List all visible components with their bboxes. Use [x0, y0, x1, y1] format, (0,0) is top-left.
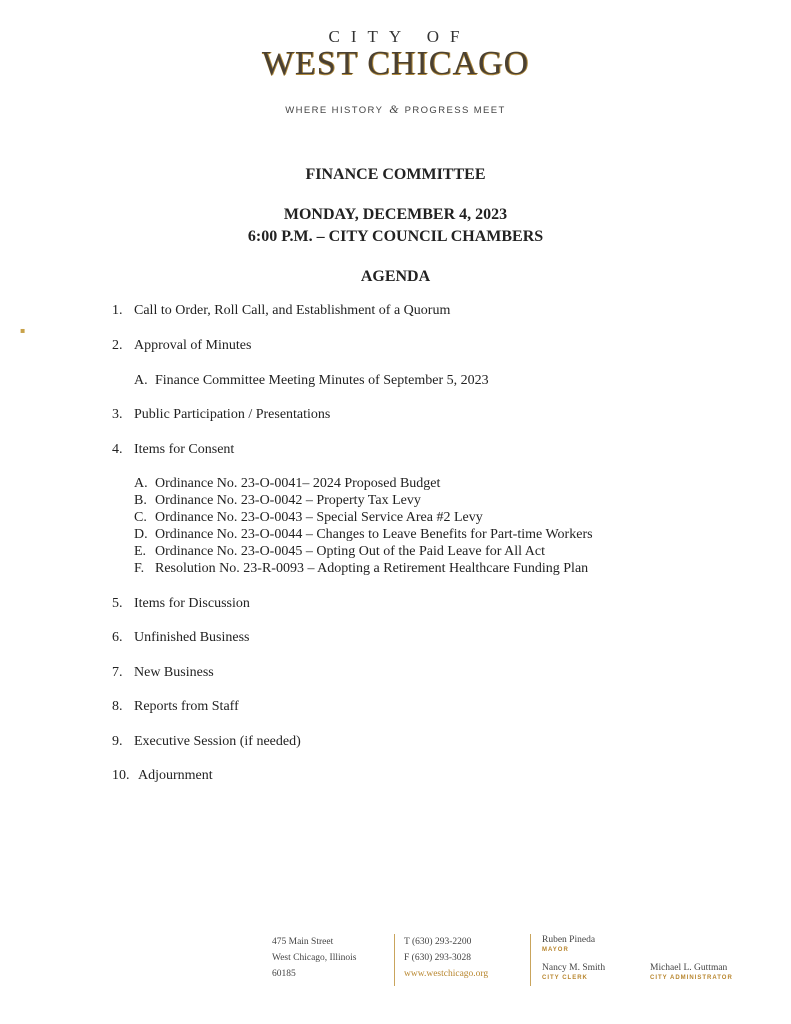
agenda-item-text: Items for Discussion — [134, 596, 250, 611]
agenda-item — [112, 698, 239, 715]
agenda-subitem — [134, 475, 440, 492]
agenda-subitem-letter: C. — [134, 510, 147, 525]
agenda-subitem-text: Ordinance No. 23-O-0042 – Property Tax Levy — [155, 493, 421, 508]
footer-officials — [542, 934, 605, 982]
agenda-item-number: 10. — [112, 768, 130, 783]
agenda-subitem — [134, 509, 483, 526]
agenda-subitem-text: Resolution No. 23-R-0093 – Adopting a Retirement Healthcare Funding Plan — [155, 561, 589, 576]
footer-administrator — [650, 962, 733, 982]
agenda-item-number: 6. — [112, 630, 123, 645]
agenda-item — [112, 441, 234, 458]
address-line: 475 Main Street — [272, 937, 334, 947]
agenda-subitem — [134, 492, 421, 509]
agenda-subitem-letter: D. — [134, 527, 148, 542]
agenda-item-number: 7. — [112, 665, 123, 680]
agenda-subitem — [134, 372, 489, 389]
tagline-left: WHERE HISTORY — [285, 105, 384, 116]
agenda-subitem-letter: A. — [134, 476, 148, 491]
agenda-item-text: Call to Order, Roll Call, and Establishment of a Quorum — [134, 303, 451, 318]
agenda-subitem-text: Finance Committee Meeting Minutes of September 5, 2023 — [155, 373, 489, 388]
agenda-subitem-text: Ordinance No. 23-O-0041– 2024 Proposed Budget — [155, 476, 441, 491]
meeting-date: MONDAY, DECEMBER 4, 2023 — [283, 206, 508, 223]
letterhead — [0, 28, 791, 117]
phone-number: T (630) 293-2200 — [404, 937, 472, 947]
agenda-item-number: 3. — [112, 407, 123, 422]
logo-city-of: CITY OF — [328, 27, 471, 46]
agenda-subitem-letter: B. — [134, 493, 147, 508]
tagline-ampersand: & — [389, 102, 399, 116]
agenda-item — [112, 337, 251, 354]
agenda-subitem — [134, 560, 588, 577]
agenda-subitem-text: Ordinance No. 23-O-0044 – Changes to Leave Benefits for Part-time Workers — [155, 527, 593, 542]
address-line: West Chicago, Illinois — [272, 953, 357, 963]
agenda-item — [112, 302, 450, 319]
agenda-item-text: New Business — [134, 665, 214, 680]
committee-title: FINANCE COMMITTEE — [305, 166, 486, 183]
agenda-item — [112, 406, 330, 423]
meeting-time-place: 6:00 P.M. – CITY COUNCIL CHAMBERS — [247, 228, 544, 245]
website-link[interactable]: www.westchicago.org — [404, 969, 489, 979]
agenda-item-text: Unfinished Business — [134, 630, 250, 645]
agenda-title: AGENDA — [360, 268, 431, 285]
footer-address — [272, 934, 356, 982]
agenda-item-number: 8. — [112, 699, 123, 714]
clerk-name: Nancy M. Smith — [542, 963, 606, 973]
mayor-role: MAYOR — [542, 947, 569, 953]
agenda-item-number: 2. — [112, 338, 123, 353]
logo-city-name: WEST CHICAGO — [261, 45, 530, 82]
agenda-item — [112, 767, 213, 784]
agenda-subitem-text: Ordinance No. 23-O-0043 – Special Service Area #2 Levy — [155, 510, 483, 525]
agenda-item-text: Approval of Minutes — [134, 338, 252, 353]
footer-divider — [394, 934, 395, 986]
agenda-item-text: Public Participation / Presentations — [134, 407, 331, 422]
fax-number: F (630) 293-3028 — [404, 953, 472, 963]
agenda-item-number: 1. — [112, 303, 123, 318]
agenda-subitem-letter: A. — [134, 373, 148, 388]
agenda-subitem-letter: E. — [134, 544, 147, 559]
agenda-item-number: 5. — [112, 596, 123, 611]
agenda-item-number: 9. — [112, 734, 123, 749]
agenda-item — [112, 664, 214, 681]
agenda-subitem — [134, 526, 593, 543]
clerk-role: CITY CLERK — [542, 975, 588, 981]
agenda-item-text: Reports from Staff — [134, 699, 239, 714]
tagline — [0, 102, 791, 117]
agenda-subitem-text: Ordinance No. 23-O-0045 – Opting Out of the Paid Leave for All Act — [155, 544, 545, 559]
agenda-subitem-letter: F. — [134, 561, 145, 576]
footer-contact — [404, 934, 488, 982]
agenda-item-text: Adjournment — [138, 768, 213, 783]
agenda-subitem — [134, 543, 545, 560]
agenda-item — [112, 595, 250, 612]
agenda-item — [112, 629, 250, 646]
footer-divider — [530, 934, 531, 986]
address-line: 60185 — [272, 969, 296, 979]
agenda-item-text: Executive Session (if needed) — [134, 734, 301, 749]
mayor-name: Ruben Pineda — [542, 935, 596, 945]
agenda-item-number: 4. — [112, 442, 123, 457]
agenda-item-text: Items for Consent — [134, 442, 235, 457]
tagline-right: PROGRESS MEET — [404, 105, 506, 116]
administrator-name: Michael L. Guttman — [650, 963, 728, 973]
agenda-item — [112, 733, 301, 750]
margin-mark-icon: ▪ — [20, 326, 26, 335]
administrator-role: CITY ADMINISTRATOR — [650, 975, 733, 981]
